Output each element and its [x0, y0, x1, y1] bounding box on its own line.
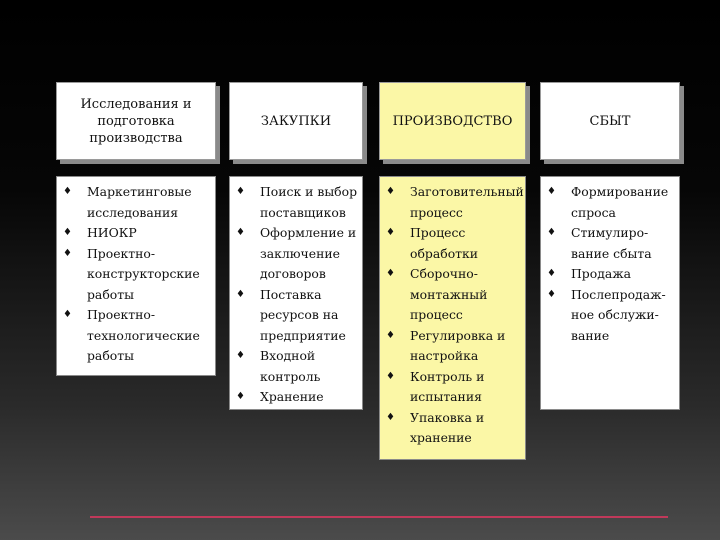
list-item: ♦ Послепродаж- ное обслужи- вание: [547, 285, 675, 347]
bullet-icon: ♦: [63, 186, 72, 197]
bullet-icon: ♦: [386, 411, 395, 423]
list-item: ♦ Поставка ресурсов на предприятие: [236, 285, 358, 347]
header-procurement-label: ЗАКУПКИ: [260, 113, 332, 129]
list-procurement: [229, 176, 363, 410]
list-item: ♦ Проектно- технологические работы: [63, 305, 211, 367]
bullet-icon: ♦: [236, 227, 245, 238]
list-item: ♦ Формирование спроса: [547, 182, 675, 223]
header-research: [56, 82, 216, 160]
list-item: ♦ Хранение: [236, 387, 358, 408]
bullet-icon: ♦: [236, 391, 245, 402]
header-production: [379, 82, 526, 160]
bullet-icon: ♦: [63, 227, 72, 238]
bullet-icon: ♦: [386, 268, 395, 279]
bullet-icon: ♦: [386, 186, 395, 197]
header-research-label: Исследования и подготовка производства: [80, 96, 192, 146]
bullet-icon: ♦: [236, 288, 245, 300]
bullet-icon: ♦: [547, 186, 556, 197]
list-item: ♦ Оформление и заключение договоров: [236, 223, 358, 285]
bullet-icon: ♦: [63, 247, 72, 259]
list-item: ♦ Процесс обработки: [386, 223, 521, 264]
bullet-icon: ♦: [236, 186, 245, 197]
bullet-icon: ♦: [547, 288, 556, 300]
header-procurement: [229, 82, 363, 160]
header-sales-label: СБЫТ: [589, 113, 631, 129]
header-production-label: ПРОИЗВОДСТВО: [392, 113, 513, 129]
list-item: ♦ Регулировка и настройка: [386, 326, 521, 367]
list-item: ♦ Упаковка и хранение: [386, 408, 521, 449]
bullet-icon: ♦: [63, 309, 72, 320]
list-sales: [540, 176, 680, 410]
accent-divider: [90, 516, 668, 518]
list-item: ♦ Продажа: [547, 264, 675, 285]
list-production: [379, 176, 526, 460]
list-item: ♦ НИОКР: [63, 223, 211, 244]
header-sales: [540, 82, 680, 160]
list-item: ♦ Проектно- конструкторские работы: [63, 244, 211, 306]
list-item: ♦ Поиск и выбор поставщиков: [236, 182, 358, 223]
list-item: ♦ Контроль и испытания: [386, 367, 521, 408]
bullet-icon: ♦: [547, 268, 556, 279]
list-item: ♦ Входной контроль: [236, 346, 358, 387]
bullet-icon: ♦: [386, 370, 395, 382]
bullet-icon: ♦: [386, 227, 395, 238]
bullet-icon: ♦: [386, 329, 395, 341]
list-item: ♦ Стимулиро- вание сбыта: [547, 223, 675, 264]
list-research: [56, 176, 216, 376]
list-item: ♦ Сборочно- монтажный процесс: [386, 264, 521, 326]
list-item: ♦ Заготовительный процесс: [386, 182, 521, 223]
bullet-icon: ♦: [547, 227, 556, 238]
bullet-icon: ♦: [236, 350, 245, 361]
list-item: ♦ Маркетинговые исследования: [63, 182, 211, 223]
